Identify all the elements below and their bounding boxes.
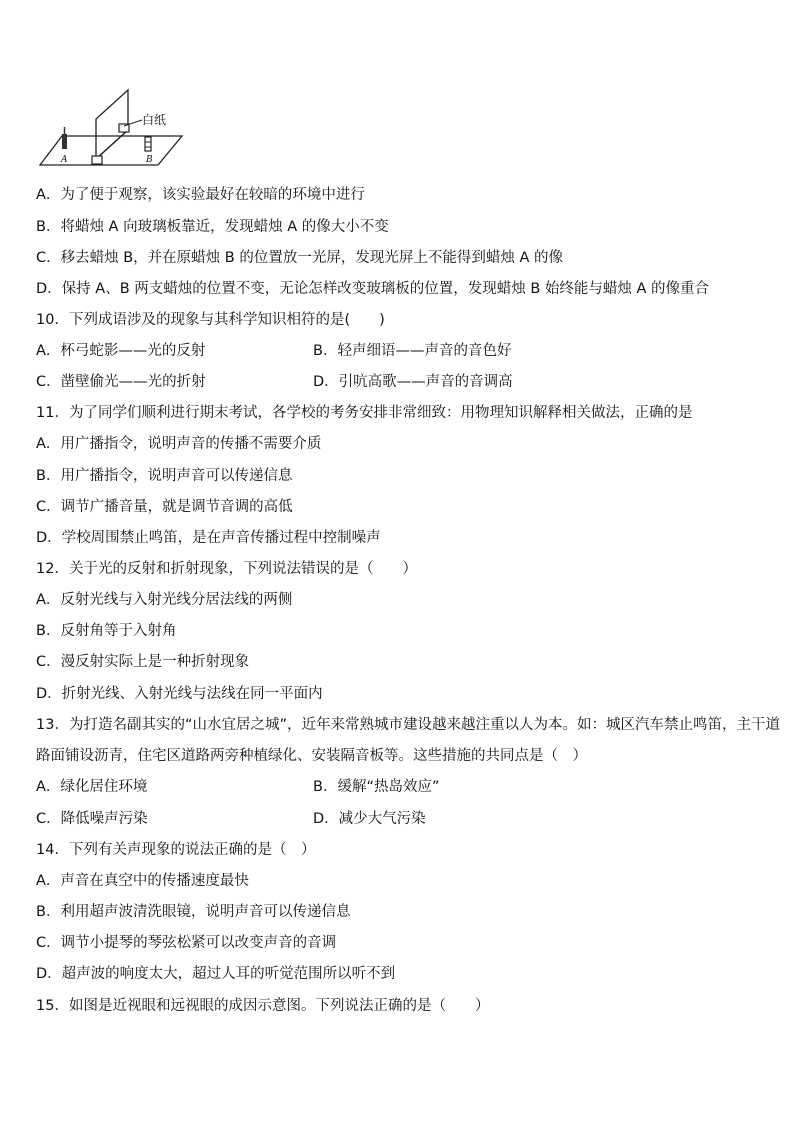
paper-label: 白纸 (142, 113, 167, 127)
glass-plate-base (96, 130, 128, 159)
q14-option-d: D．超声波的响度太大，超过人耳的听觉范围所以听不到 (36, 966, 396, 982)
q9-option-d: D．保持 A、B 两支蜡烛的位置不变，无论怎样改变玻璃板的位置，发现蜡烛 B 始终能与蜡烛 A 的像重合 (36, 281, 710, 297)
paper-pointer (124, 120, 142, 126)
label-b: B (146, 155, 153, 165)
q13-option-a: A．绿化居住环境 (36, 779, 148, 795)
q11-option-b: B．用广播指令，说明声音可以传递信息 (36, 468, 293, 484)
plate-holder-front (92, 156, 102, 164)
q10-option-a: A．杯弓蛇影——光的反射 (36, 343, 206, 359)
label-a: A (61, 155, 68, 165)
q9-option-a: A．为了便于观察，该实验最好在较暗的环境中进行 (36, 187, 365, 203)
q13-option-b: B．缓解“热岛效应” (313, 779, 440, 795)
q11-option-a: A．用广播指令，说明声音的传播不需要介质 (36, 436, 322, 452)
q14-option-c: C．调节小提琴的琴弦松紧可以改变声音的音调 (36, 935, 337, 951)
q13-stem-line-1: 13．为打造名副其实的“山水宜居之城”，近年来常熟城市建设越来越注重以人为本。如：城区汽车禁止鸣笛，主干道 (36, 717, 780, 733)
q13-option-c: C．降低噪声污染 (36, 811, 148, 827)
q11-option-c: C．调节广播音量，就是调节音调的高低 (36, 499, 293, 515)
q12-stem: 12．关于光的反射和折射现象，下列说法错误的是（ ） (36, 561, 417, 577)
q9-option-b: B．将蜡烛 A 向玻璃板靠近，发现蜡烛 A 的像大小不变 (36, 219, 389, 235)
q12-option-b: B．反射角等于入射角 (36, 623, 177, 639)
q11-option-d: D．学校周围禁止鸣笛，是在声音传播过程中控制噪声 (36, 530, 381, 546)
q14-option-b: B．利用超声波清洗眼镜，说明声音可以传递信息 (36, 904, 351, 920)
candle-a (62, 134, 67, 149)
q11-stem: 11．为了同学们顺利进行期末考试，各学校的考务安排非常细致：用物理知识解释相关做法，正确的是 (36, 405, 693, 421)
q12-option-d: D．折射光线、入射光线与法线在同一平面内 (36, 686, 323, 702)
q10-option-d: D．引吭高歌——声音的音调高 (313, 374, 513, 390)
q14-stem: 14．下列有关声现象的说法正确的是（ ） (36, 842, 316, 858)
q10-stem: 10．下列成语涉及的现象与其科学知识相符的是( ) (36, 312, 385, 328)
q12-option-a: A．反射光线与入射光线分居法线的两侧 (36, 592, 293, 608)
q14-option-a: A．声音在真空中的传播速度最快 (36, 873, 249, 889)
q10-option-c: C．凿壁偷光——光的折射 (36, 374, 206, 390)
q9-option-c: C．移去蜡烛 B，并在原蜡烛 B 的位置放一光屏，发现光屏上不能得到蜡烛 A 的像 (36, 250, 563, 266)
mirror-experiment-figure (36, 86, 186, 171)
q15-stem: 15．如图是近视眼和远视眼的成因示意图。下列说法正确的是（ ） (36, 998, 490, 1014)
candle-b (145, 137, 151, 151)
q13-option-d: D．减少大气污染 (313, 811, 426, 827)
q10-option-b: B．轻声细语——声音的音色好 (313, 343, 512, 359)
q13-stem-line-2: 路面铺设沥青，住宅区道路两旁种植绿化、安装隔音板等。这些措施的共同点是（ ） (36, 748, 587, 764)
q12-option-c: C．漫反射实际上是一种折射现象 (36, 654, 250, 670)
